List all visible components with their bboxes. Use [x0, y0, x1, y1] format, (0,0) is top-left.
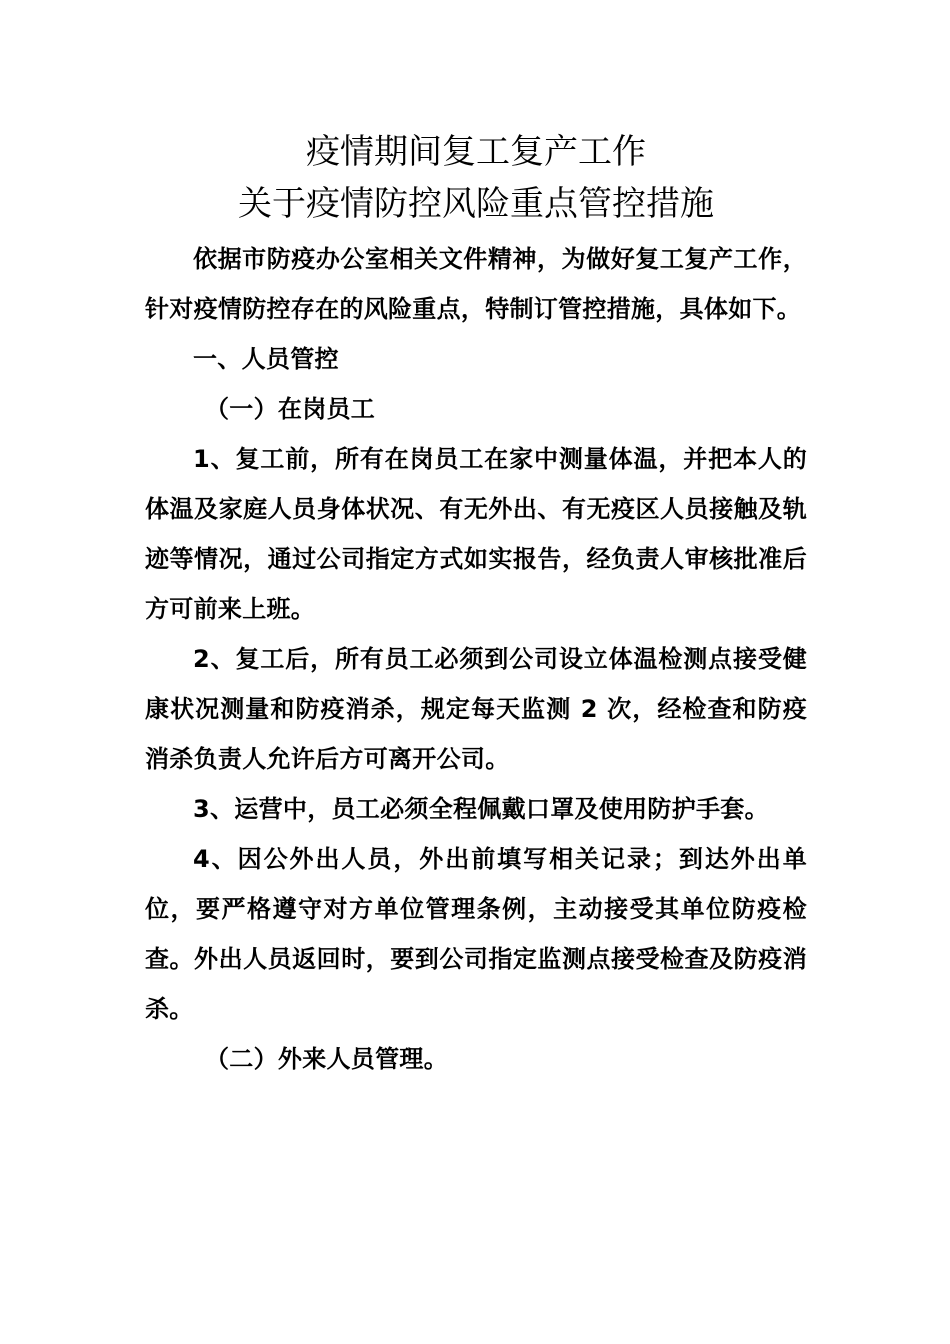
item-3-paragraph: 3、运营中，员工必须全程佩戴口罩及使用防护手套。: [193, 795, 769, 823]
item-4-paragraph: 4、因公外出人员，外出前填写相关记录；到达外出单位，要严格遵守对方单位管理条例，主动接受其单位防疫检查。外出人员返回时，要到公司指定监测点接受检查及防疫消杀。: [145, 845, 807, 1023]
subsection-heading-on-duty-staff: （一）在岗员工: [205, 395, 376, 423]
subsection-heading-visitor-management: （二）外来人员管理。: [205, 1045, 448, 1073]
document-title-line-2: 关于疫情防控风险重点管控措施: [238, 184, 714, 224]
intro-paragraph: 依据市防疫办公室相关文件精神，为做好复工复产工作，针对疫情防控存在的风险重点，特制订管控措施，具体如下。: [145, 245, 807, 323]
document-page: [145, 128, 807, 1084]
section-heading-personnel-control: 一、人员管控: [193, 345, 339, 373]
document-title-line-1: 疫情期间复工复产工作: [306, 132, 646, 172]
item-2-paragraph: 2、复工后，所有员工必须到公司设立体温检测点接受健康状况测量和防疫消杀，规定每天监测 2 次，经检查和防疫消杀负责人允许后方可离开公司。: [145, 645, 807, 773]
document-body: [145, 234, 807, 1084]
item-1-paragraph: 1、复工前，所有在岗员工在家中测量体温，并把本人的体温及家庭人员身体状况、有无外出、有无疫区人员接触及轨迹等情况，通过公司指定方式如实报告，经负责人审核批准后方可前来上班。: [145, 445, 807, 623]
